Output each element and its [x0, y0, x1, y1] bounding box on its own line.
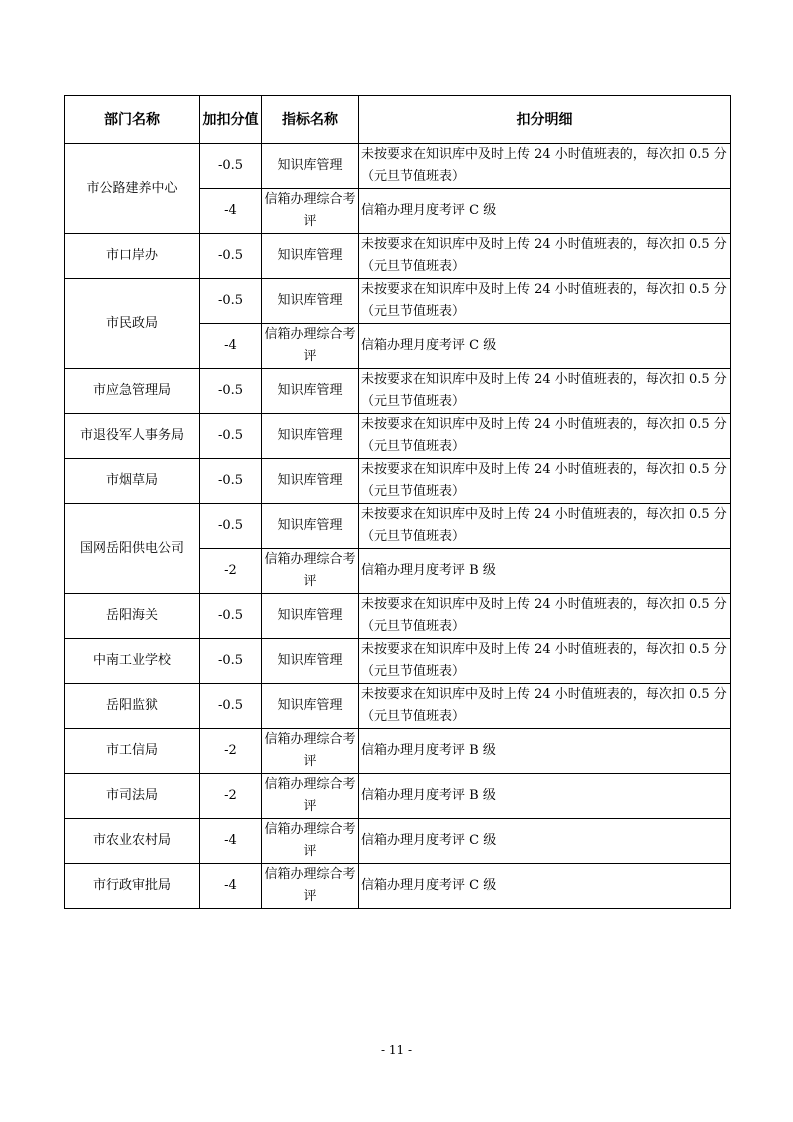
table-row — [65, 639, 731, 684]
score-cell: -0.5 — [200, 234, 262, 279]
indicator-cell: 知识库管理 — [262, 369, 359, 414]
dept-name-cell: 国网岳阳供电公司 — [65, 504, 200, 594]
dept-name-cell: 市烟草局 — [65, 459, 200, 504]
score-cell: -0.5 — [200, 459, 262, 504]
indicator-cell: 知识库管理 — [262, 594, 359, 639]
table-row — [65, 864, 731, 909]
indicator-cell: 信箱办理综合考评 — [262, 774, 359, 819]
score-cell: -0.5 — [200, 279, 262, 324]
header-indicator: 指标名称 — [262, 96, 359, 144]
detail-cell: 未按要求在知识库中及时上传 24 小时值班表的，每次扣 0.5 分（元旦节值班表） — [359, 234, 731, 279]
detail-cell: 未按要求在知识库中及时上传 24 小时值班表的，每次扣 0.5 分（元旦节值班表） — [359, 594, 731, 639]
indicator-cell: 知识库管理 — [262, 504, 359, 549]
dept-name-cell: 市农业农村局 — [65, 819, 200, 864]
indicator-cell: 知识库管理 — [262, 639, 359, 684]
dept-name-cell: 市退役军人事务局 — [65, 414, 200, 459]
table-row — [65, 414, 731, 459]
indicator-cell: 知识库管理 — [262, 414, 359, 459]
score-cell: -0.5 — [200, 504, 262, 549]
score-cell: -0.5 — [200, 684, 262, 729]
indicator-cell: 知识库管理 — [262, 459, 359, 504]
table-body — [65, 144, 731, 909]
table-row — [65, 819, 731, 864]
score-cell: -4 — [200, 189, 262, 234]
detail-cell: 信箱办理月度考评 C 级 — [359, 819, 731, 864]
detail-cell: 信箱办理月度考评 B 级 — [359, 549, 731, 594]
score-cell: -2 — [200, 774, 262, 819]
dept-name-cell: 市工信局 — [65, 729, 200, 774]
detail-cell: 未按要求在知识库中及时上传 24 小时值班表的，每次扣 0.5 分（元旦节值班表） — [359, 459, 731, 504]
dept-name-cell: 岳阳监狱 — [65, 684, 200, 729]
table-row — [65, 594, 731, 639]
dept-name-cell: 中南工业学校 — [65, 639, 200, 684]
table-row — [65, 279, 731, 324]
table-row — [65, 369, 731, 414]
score-cell: -0.5 — [200, 639, 262, 684]
table-row — [65, 774, 731, 819]
score-cell: -0.5 — [200, 144, 262, 189]
table-row — [65, 144, 731, 189]
score-cell: -2 — [200, 729, 262, 774]
detail-cell: 未按要求在知识库中及时上传 24 小时值班表的，每次扣 0.5 分（元旦节值班表） — [359, 684, 731, 729]
page-number: - 11 - — [380, 1043, 412, 1057]
score-cell: -4 — [200, 819, 262, 864]
header-dept: 部门名称 — [65, 96, 200, 144]
indicator-cell: 信箱办理综合考评 — [262, 189, 359, 234]
detail-cell: 未按要求在知识库中及时上传 24 小时值班表的，每次扣 0.5 分（元旦节值班表） — [359, 504, 731, 549]
indicator-cell: 知识库管理 — [262, 234, 359, 279]
score-cell: -0.5 — [200, 414, 262, 459]
table-row — [65, 729, 731, 774]
indicator-cell: 知识库管理 — [262, 684, 359, 729]
detail-cell: 信箱办理月度考评 B 级 — [359, 729, 731, 774]
indicator-cell: 知识库管理 — [262, 279, 359, 324]
dept-name-cell: 岳阳海关 — [65, 594, 200, 639]
detail-cell: 未按要求在知识库中及时上传 24 小时值班表的，每次扣 0.5 分（元旦节值班表） — [359, 144, 731, 189]
indicator-cell: 信箱办理综合考评 — [262, 864, 359, 909]
table-row — [65, 504, 731, 549]
dept-name-cell: 市行政审批局 — [65, 864, 200, 909]
header-detail: 扣分明细 — [359, 96, 731, 144]
detail-cell: 未按要求在知识库中及时上传 24 小时值班表的，每次扣 0.5 分（元旦节值班表） — [359, 639, 731, 684]
table-row — [65, 684, 731, 729]
dept-name-cell: 市民政局 — [65, 279, 200, 369]
dept-name-cell: 市应急管理局 — [65, 369, 200, 414]
detail-cell: 信箱办理月度考评 B 级 — [359, 774, 731, 819]
indicator-cell: 信箱办理综合考评 — [262, 729, 359, 774]
table-row — [65, 234, 731, 279]
indicator-cell: 信箱办理综合考评 — [262, 549, 359, 594]
dept-name-cell: 市口岸办 — [65, 234, 200, 279]
table-header-row — [65, 96, 731, 144]
header-score: 加扣分值 — [200, 96, 262, 144]
dept-name-cell: 市公路建养中心 — [65, 144, 200, 234]
indicator-cell: 信箱办理综合考评 — [262, 324, 359, 369]
score-cell: -2 — [200, 549, 262, 594]
score-cell: -4 — [200, 864, 262, 909]
detail-cell: 未按要求在知识库中及时上传 24 小时值班表的，每次扣 0.5 分（元旦节值班表） — [359, 414, 731, 459]
indicator-cell: 信箱办理综合考评 — [262, 819, 359, 864]
indicator-cell: 知识库管理 — [262, 144, 359, 189]
table-row — [65, 459, 731, 504]
detail-cell: 未按要求在知识库中及时上传 24 小时值班表的，每次扣 0.5 分（元旦节值班表） — [359, 279, 731, 324]
dept-name-cell: 市司法局 — [65, 774, 200, 819]
score-table — [64, 95, 731, 909]
detail-cell: 信箱办理月度考评 C 级 — [359, 324, 731, 369]
detail-cell: 未按要求在知识库中及时上传 24 小时值班表的，每次扣 0.5 分（元旦节值班表） — [359, 369, 731, 414]
score-cell: -0.5 — [200, 594, 262, 639]
score-cell: -0.5 — [200, 369, 262, 414]
score-cell: -4 — [200, 324, 262, 369]
detail-cell: 信箱办理月度考评 C 级 — [359, 864, 731, 909]
detail-cell: 信箱办理月度考评 C 级 — [359, 189, 731, 234]
